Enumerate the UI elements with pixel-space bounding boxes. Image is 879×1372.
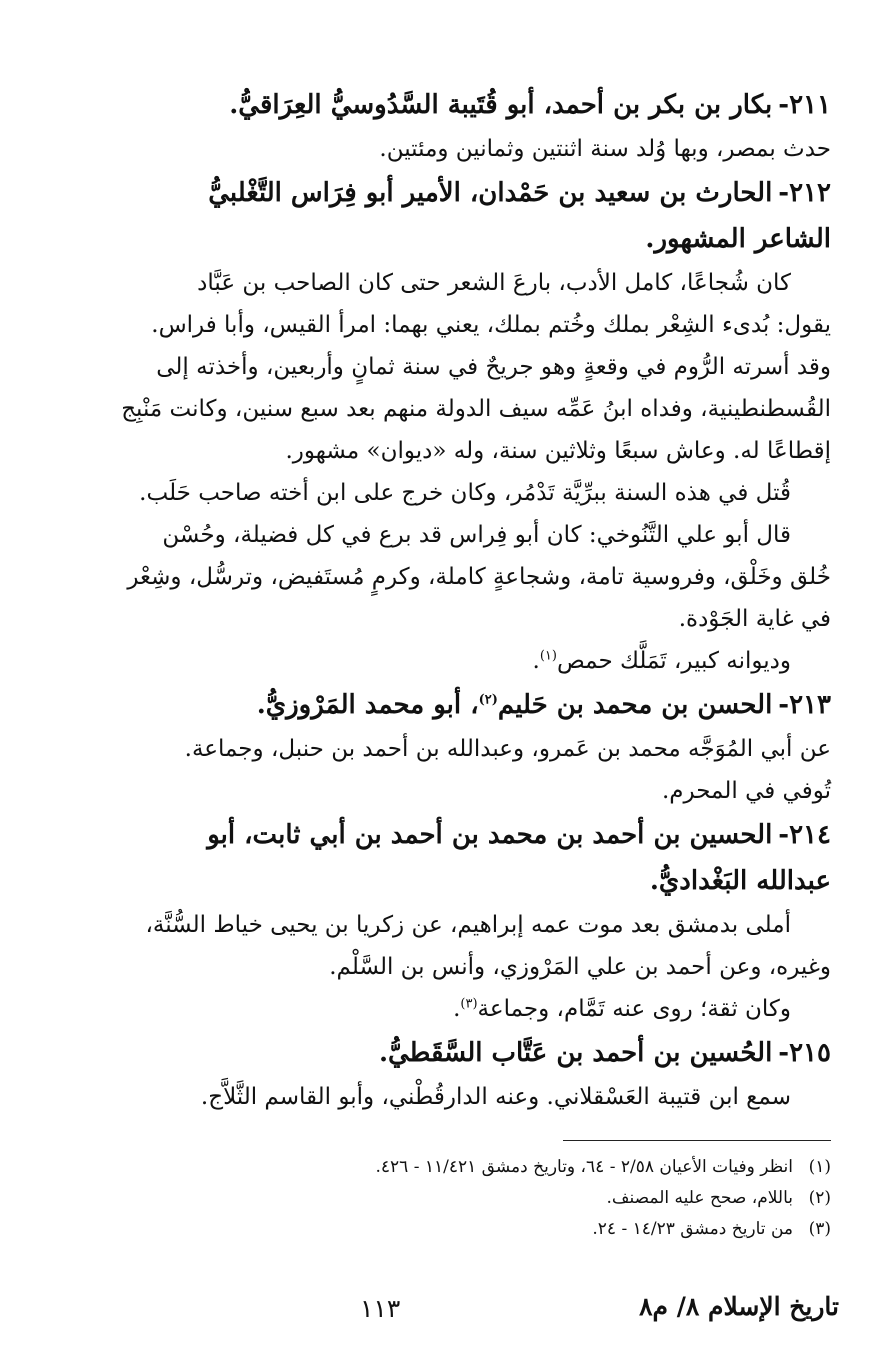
footnote-1	[41, 1152, 831, 1183]
footnote-text: من تاريخ دمشق ١٤/٢٣ - ٢٤.	[592, 1219, 793, 1239]
text-line: عن أبي المُوَجَّه محمد بن عَمرو، وعبدالله بن أحمد بن حنبل، وجماعة.	[184, 736, 831, 762]
entry-number: ٢١٤-	[778, 820, 831, 850]
entry-title: ، أبو محمد المَرْوزيُّ.	[256, 690, 479, 720]
footnote-3	[41, 1214, 831, 1245]
text-line: سمع ابن قتيبة العَسْقلاني. وعنه الدارقُطْني، وأبو القاسم الثَّلاَّج.	[200, 1084, 791, 1110]
text-line: حدث بمصر، وبها وُلد سنة اثنتين وثمانين ومئتين.	[379, 136, 831, 162]
entry-title: الحسن بن محمد بن حَليم	[497, 690, 773, 720]
text-span: .	[453, 996, 461, 1022]
entry-number: ٢١٥-	[778, 1038, 831, 1068]
text-span: .	[532, 648, 540, 674]
entry-213-heading	[41, 682, 831, 728]
entry-214-heading	[41, 812, 831, 858]
entry-title: الحُسين بن أحمد بن عَتَّاب السَّقَطيُّ.	[378, 1038, 773, 1068]
entry-number: ٢١٢-	[778, 178, 831, 208]
entry-215-heading	[41, 1030, 831, 1076]
footnote-number: (٢)	[808, 1188, 831, 1208]
footnote-number: (٣)	[808, 1219, 831, 1239]
text-line: أملى بدمشق بعد موت عمه إبراهيم، عن زكريا بن يحيى خياط السُّنَّة،	[145, 912, 791, 938]
entry-number: ٢١٣-	[778, 690, 831, 720]
entry-number: ٢١١-	[778, 90, 831, 120]
entry-211-heading	[41, 82, 831, 128]
book-signature: تاريخ الإسلام ٨/ م٨	[639, 1292, 839, 1321]
page-footer	[360, 1292, 839, 1342]
text-line	[41, 988, 831, 1030]
footnote-ref[interactable]: (١)	[539, 648, 557, 664]
text-line: وغيره، وعن أحمد بن علي المَرْوزي، وأنس بن السَّلْم.	[329, 954, 831, 980]
entry-title: بكار بن بكر بن أحمد، أبو قُتَيبة السَّدُوسيُّ العِرَاقيُّ.	[229, 90, 773, 120]
footnote-2	[41, 1183, 831, 1214]
main-text	[41, 82, 831, 1118]
footnote-ref[interactable]: (٣)	[460, 996, 478, 1012]
text-line: إقطاعًا له. وعاش سبعًا وثلاثين سنة، وله «ديوان» مشهور.	[285, 438, 831, 464]
text-line	[41, 640, 831, 682]
text-line: في غاية الجَوْدة.	[678, 606, 831, 632]
page-number: ١١٣	[360, 1294, 401, 1323]
text-line: خُلق وخَلْق، وفروسية تامة، وشجاعةٍ كاملة، وكرمٍ مُستَفيض، وترسُّل، وشِعْر	[127, 564, 831, 590]
entry-214-heading-cont: عبدالله البَغْداديُّ.	[649, 866, 831, 896]
entry-212-heading-cont: الشاعر المشهور.	[645, 224, 831, 254]
text-line: وقد أسرته الرُّوم في وقعةٍ وهو جريحٌ في سنة ثمانٍ وأربعين، وأخذته إلى	[156, 354, 831, 380]
entry-212-heading	[41, 170, 831, 216]
text-line: قُتل في هذه السنة ببرِّيَّة تَدْمُر، وكان خرج على ابن أخته صاحب حَلَب.	[139, 480, 791, 506]
text-line: كان شُجاعًا، كامل الأدب، بارعَ الشعر حتى كان الصاحب بن عَبَّاد	[197, 270, 791, 296]
entry-title: الحسين بن أحمد بن محمد بن أحمد بن أبي ثابت، أبو	[207, 820, 773, 850]
text-span: وديوانه كبير، تَمَلَّك حمص	[556, 648, 791, 674]
text-span: وكان ثقة؛ روى عنه تَمَّام، وجماعة	[477, 996, 791, 1022]
footnote-separator	[563, 1140, 831, 1141]
text-line: يقول: بُدىء الشِعْر بملك وخُتم بملك، يعني بهما: امرأ القيس، وأبا فراس.	[151, 312, 831, 338]
text-line: القُسطنطينية، وفداه ابنُ عَمِّه سيف الدولة منهم بعد سبع سنين، وكانت مَنْبِج	[121, 396, 831, 422]
text-line: قال أبو علي التَّنُوخي: كان أبو فِراس قد برع في كل فضيلة، وحُسْن	[162, 522, 791, 548]
text-line: تُوفي في المحرم.	[661, 778, 831, 804]
footnote-number: (١)	[808, 1157, 831, 1177]
footnote-text: انظر وفيات الأعيان ٢/٥٨ - ٦٤، وتاريخ دمشق ١١/٤٢١ - ٤٢٦.	[375, 1157, 793, 1177]
footnote-text: باللام، صحح عليه المصنف.	[606, 1188, 793, 1208]
entry-title: الحارث بن سعيد بن حَمْدان، الأمير أبو فِرَاس التَّغْلبيُّ	[208, 178, 773, 208]
footnotes	[41, 1152, 831, 1245]
footnote-ref[interactable]: (٢)	[478, 692, 498, 708]
